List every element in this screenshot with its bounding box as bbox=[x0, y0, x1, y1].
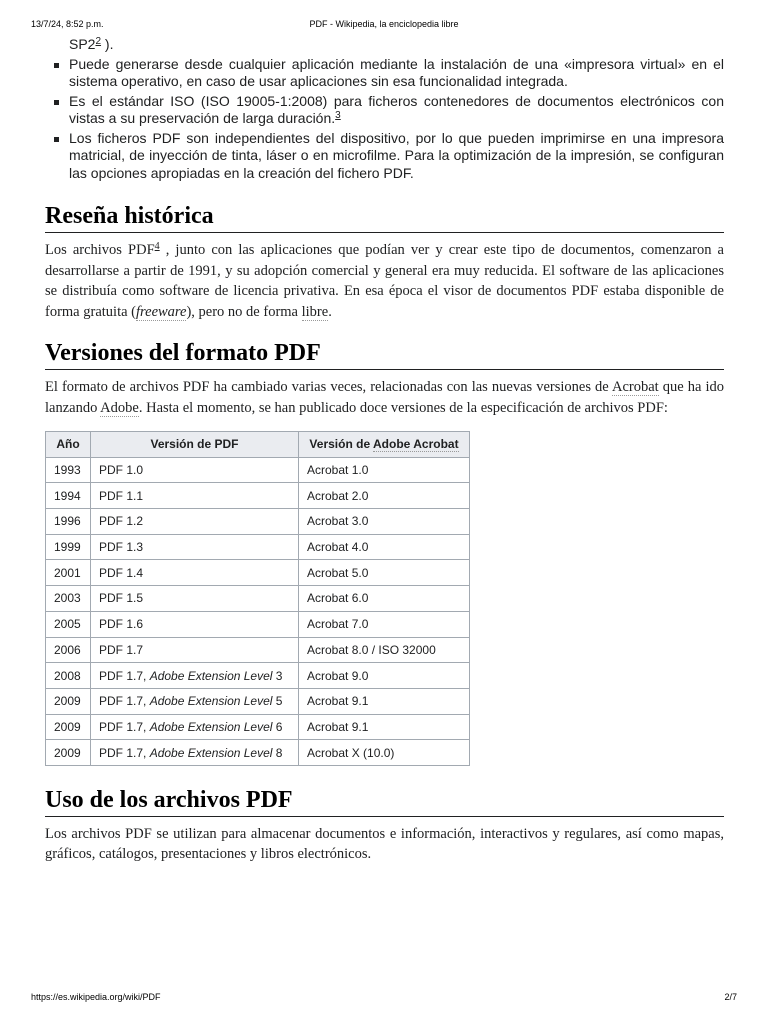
year-cell: 2006 bbox=[46, 637, 91, 663]
text: PDF 1.7 bbox=[99, 642, 144, 657]
feature-list bbox=[45, 36, 724, 182]
text: , junto con las aplicaciones que podían ver y crear este tipo de documentos, comenzaron a desarrollarse a partir de 1991, y su adopción comercial y general era muy reducida. El software de las aplicaciones se distribuía como software de licencia privativa. En esa época el visor de documentos PDF estaba disponible de forma gratuita ( bbox=[45, 242, 724, 320]
text: PDF 1.7, bbox=[99, 719, 150, 734]
table-row bbox=[46, 560, 470, 586]
libre-link[interactable]: libre bbox=[301, 303, 329, 320]
pdf-version-cell bbox=[91, 714, 299, 740]
resena-paragraph bbox=[45, 240, 724, 322]
text: ), pero no de forma bbox=[186, 303, 302, 320]
table-row bbox=[46, 740, 470, 766]
text: . Hasta el momento, se han publicado doce versiones de la especificación de archivos PDF: bbox=[138, 399, 668, 416]
year-cell: 1999 bbox=[46, 534, 91, 560]
list-item-text: SP2 bbox=[69, 36, 96, 52]
pdf-version-cell bbox=[91, 509, 299, 535]
list-item bbox=[69, 36, 724, 54]
adobe-link[interactable]: Adobe bbox=[100, 399, 139, 416]
acrobat-version-cell: Acrobat 1.0 bbox=[299, 457, 470, 483]
pdf-versions-table bbox=[45, 431, 470, 766]
pdf-version-cell bbox=[91, 586, 299, 612]
table-row bbox=[46, 509, 470, 535]
text: Versión de bbox=[309, 437, 374, 452]
year-cell: 1996 bbox=[46, 509, 91, 535]
column-header-pdf-version: Versión de PDF bbox=[91, 432, 299, 458]
pdf-version-cell bbox=[91, 534, 299, 560]
text: que ha ido lanzando bbox=[45, 379, 724, 416]
list-item: Puede generarse desde cualquier aplicación mediante la instalación de una «impresora virtual» en el sistema operativo, en caso de usar aplicaciones sin esa funcionalidad integrada. bbox=[69, 55, 724, 89]
year-cell: 2005 bbox=[46, 611, 91, 637]
extension-text: Adobe Extension Level bbox=[149, 694, 273, 709]
acrobat-version-cell: Acrobat 9.1 bbox=[299, 688, 470, 714]
pdf-version-cell bbox=[91, 611, 299, 637]
list-item-text: Es el estándar ISO (ISO 19005-1:2008) para ficheros contenedores de documentos electrónicos con vistas a su preservación de larga duración. bbox=[69, 92, 724, 126]
acrobat-version-cell: Acrobat 3.0 bbox=[299, 509, 470, 535]
table-row bbox=[46, 663, 470, 689]
text: PDF 1.7, bbox=[99, 668, 150, 683]
year-cell: 2009 bbox=[46, 714, 91, 740]
year-cell: 2001 bbox=[46, 560, 91, 586]
section-heading-resena: Reseña histórica bbox=[45, 202, 724, 233]
text: 5 bbox=[272, 694, 283, 709]
text: PDF 1.1 bbox=[99, 488, 144, 503]
table-row bbox=[46, 611, 470, 637]
freeware-link[interactable]: freeware bbox=[136, 303, 187, 320]
pdf-version-cell bbox=[91, 663, 299, 689]
extension-text: Adobe Extension Level bbox=[149, 719, 273, 734]
table-header-row bbox=[46, 432, 470, 458]
acrobat-version-cell: Acrobat 9.0 bbox=[299, 663, 470, 689]
extension-text: Adobe Extension Level bbox=[149, 745, 273, 760]
pdf-version-cell bbox=[91, 740, 299, 766]
acrobat-version-cell: Acrobat 4.0 bbox=[299, 534, 470, 560]
acrobat-link[interactable]: Acrobat bbox=[611, 379, 659, 395]
text: PDF 1.2 bbox=[99, 514, 144, 529]
text: El formato de archivos PDF ha cambiado varias veces, relacionadas con las nuevas versiones de bbox=[45, 379, 612, 395]
text: PDF 1.6 bbox=[99, 617, 144, 632]
pdf-version-cell bbox=[91, 637, 299, 663]
acrobat-version-cell: Acrobat X (10.0) bbox=[299, 740, 470, 766]
adobe-acrobat-link[interactable]: Adobe Acrobat bbox=[373, 437, 459, 452]
year-cell: 2003 bbox=[46, 586, 91, 612]
acrobat-version-cell: Acrobat 5.0 bbox=[299, 560, 470, 586]
text: PDF 1.4 bbox=[99, 565, 144, 580]
print-url: https://es.wikipedia.org/wiki/PDF bbox=[31, 992, 161, 1002]
text: PDF 1.5 bbox=[99, 591, 144, 606]
reference-link[interactable]: 2 bbox=[95, 36, 102, 47]
versiones-paragraph bbox=[45, 377, 724, 418]
column-header-acrobat-version bbox=[299, 432, 470, 458]
pdf-version-cell bbox=[91, 688, 299, 714]
list-item: Los ficheros PDF son independientes del dispositivo, por lo que pueden imprimirse en una impresora matricial, de inyección de tinta, láser o en microfilme. Para la optimización de la impresión, se configuran las opciones apropiadas en la creación del fichero PDF. bbox=[69, 129, 724, 181]
text: PDF 1.7, bbox=[99, 745, 150, 760]
print-title: PDF - Wikipedia, la enciclopedia libre bbox=[309, 19, 459, 29]
article-content bbox=[45, 36, 724, 865]
table-row bbox=[46, 457, 470, 483]
reference-link[interactable]: 4 bbox=[154, 241, 160, 252]
pdf-version-cell bbox=[91, 483, 299, 509]
year-cell: 2009 bbox=[46, 740, 91, 766]
year-cell: 1994 bbox=[46, 483, 91, 509]
table-row bbox=[46, 637, 470, 663]
list-item-tail: ). bbox=[101, 36, 114, 52]
pdf-version-cell bbox=[91, 457, 299, 483]
acrobat-version-cell: Acrobat 9.1 bbox=[299, 714, 470, 740]
column-header-year: Año bbox=[46, 432, 91, 458]
text: 8 bbox=[272, 745, 283, 760]
acrobat-version-cell: Acrobat 2.0 bbox=[299, 483, 470, 509]
reference-link[interactable]: 3 bbox=[335, 110, 341, 121]
print-datetime: 13/7/24, 8:52 p.m. bbox=[31, 19, 104, 29]
extension-text: Adobe Extension Level bbox=[149, 668, 273, 683]
acrobat-version-cell: Acrobat 7.0 bbox=[299, 611, 470, 637]
text: Los archivos PDF bbox=[45, 242, 155, 258]
text: 6 bbox=[272, 719, 283, 734]
table-row bbox=[46, 714, 470, 740]
table-row bbox=[46, 534, 470, 560]
table-row bbox=[46, 483, 470, 509]
acrobat-version-cell: Acrobat 8.0 / ISO 32000 bbox=[299, 637, 470, 663]
table-row bbox=[46, 586, 470, 612]
page-number: 2/7 bbox=[724, 992, 737, 1002]
year-cell: 1993 bbox=[46, 457, 91, 483]
acrobat-version-cell: Acrobat 6.0 bbox=[299, 586, 470, 612]
year-cell: 2008 bbox=[46, 663, 91, 689]
list-item bbox=[69, 93, 724, 128]
print-header bbox=[31, 19, 737, 31]
uso-paragraph: Los archivos PDF se utilizan para almacenar documentos e información, interactivos y regulares, así como mapas, gráficos, catálogos, presentaciones y libros electrónicos. bbox=[45, 825, 724, 863]
print-footer bbox=[31, 992, 737, 1004]
text: . bbox=[328, 303, 332, 320]
section-heading-uso: Uso de los archivos PDF bbox=[45, 786, 724, 817]
text: PDF 1.7, bbox=[99, 694, 150, 709]
text: PDF 1.0 bbox=[99, 463, 144, 478]
pdf-version-cell bbox=[91, 560, 299, 586]
text: 3 bbox=[272, 668, 283, 683]
text: PDF 1.3 bbox=[99, 540, 144, 555]
year-cell: 2009 bbox=[46, 688, 91, 714]
section-heading-versiones: Versiones del formato PDF bbox=[45, 339, 724, 370]
table-row bbox=[46, 688, 470, 714]
